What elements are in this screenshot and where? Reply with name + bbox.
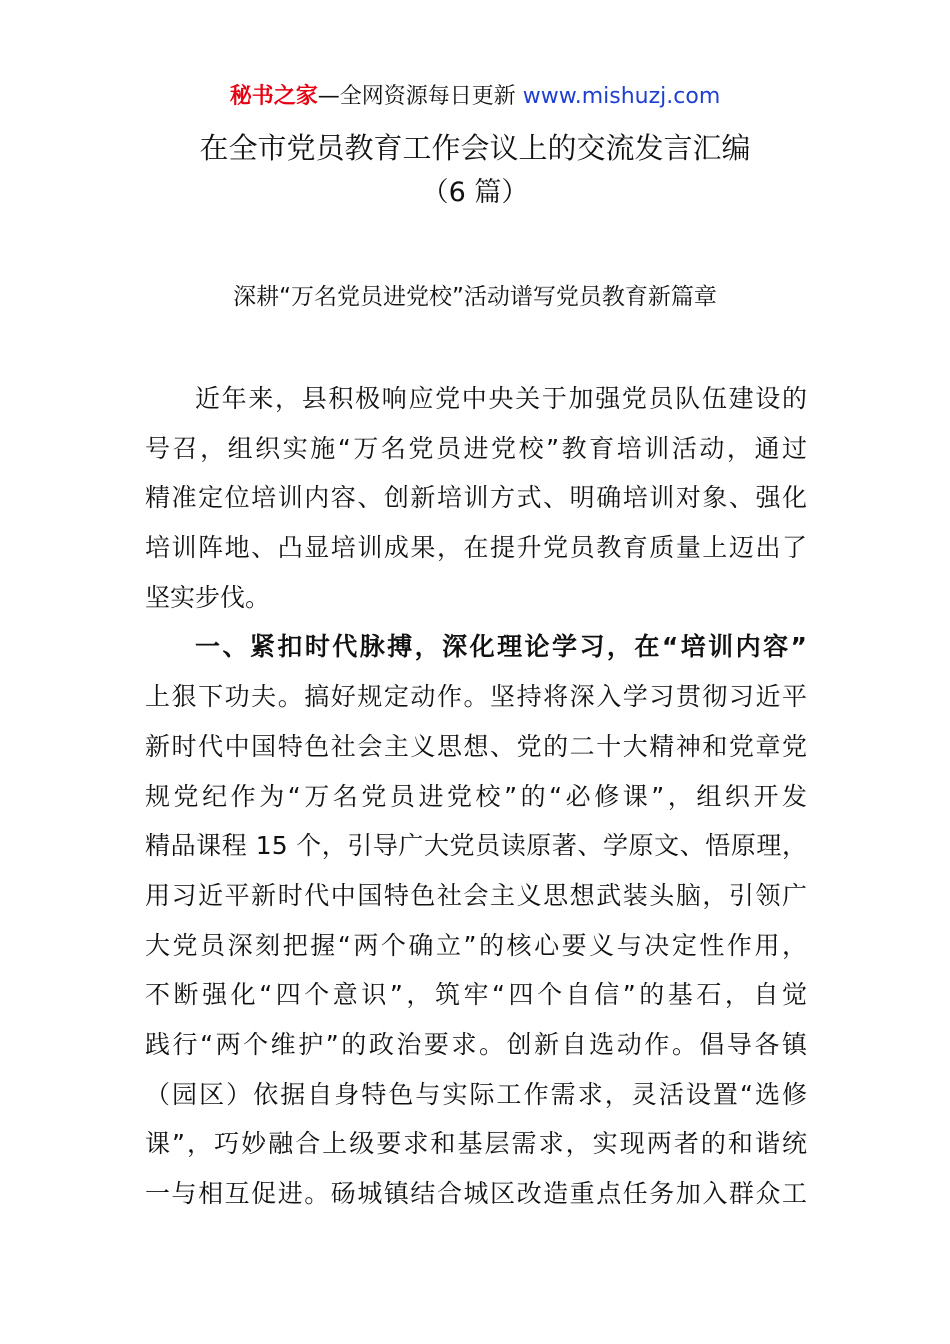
paragraph-line: 用习近平新时代中国特色社会主义思想武装头脑，引领广 [145,880,807,910]
paragraph-line: 践行“两个维护”的政治要求。创新自选动作。倡导各镇 [145,1029,807,1059]
site-header [0,80,950,114]
site-tagline: —全网资源每日更新 [317,84,516,109]
document-subtitle: （6 篇） [421,177,529,208]
section-lead-heading: 一、紧扣时代脉搏，深化理论学习，在“培训内容” [195,632,807,662]
section-heading: 深耕“万名党员进党校”活动谱写党员教育新篇章 [233,284,717,310]
paragraph-line: 规党纪作为“万名党员进党校”的“必修课”，组织开发 [145,781,807,811]
paragraph-line: 一与相互促进。砀城镇结合城区改造重点任务加入群众工 [145,1179,807,1208]
site-brand: 秘书之家 [229,84,318,109]
paragraph-line: 号召，组织实施“万名党员进党校”教育培训活动，通过 [145,433,807,463]
paragraph-line: 培训阵地、凸显培训成果，在提升党员教育质量上迈出了 [145,533,807,563]
paragraph-line: （园区）依据自身特色与实际工作需求，灵活设置“选修 [145,1079,807,1109]
site-url-link[interactable]: www.mishuzj.com [522,84,721,109]
paragraph-line: 大党员深刻把握“两个确立”的核心要义与决定性作用， [145,930,807,960]
document-body [145,374,807,1219]
paragraph-line: 上狠下功夫。搞好规定动作。坚持将深入学习贯彻习近平 [145,682,807,712]
paragraph-line: 不断强化“四个意识”，筑牢“四个自信”的基石，自觉 [145,980,807,1010]
paragraph-line: 精品课程 15 个，引导广大党员读原著、学原文、悟原理， [145,831,807,861]
paragraph-line: 近年来，县积极响应党中央关于加强党员队伍建设的 [195,384,807,413]
document-title: 在全市党员教育工作会议上的交流发言汇编 [199,131,751,165]
paragraph-line: 精准定位培训内容、创新培训方式、明确培训对象、强化 [145,483,807,513]
paragraph-line: 课”，巧妙融合上级要求和基层需求，实现两者的和谐统 [145,1129,807,1159]
paragraph-line: 新时代中国特色社会主义思想、党的二十大精神和党章党 [145,731,807,761]
paragraph-line: 坚实步伐。 [145,582,271,612]
